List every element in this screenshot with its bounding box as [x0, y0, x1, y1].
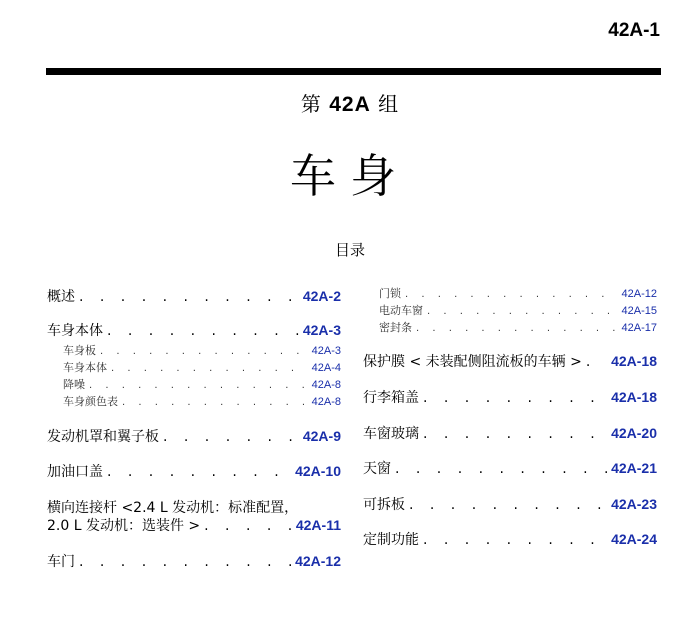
- toc-entry-page[interactable]: 42A-8: [311, 379, 341, 391]
- toc-entry-label: 行李箱盖: [363, 390, 419, 406]
- toc-entry-strut-bar-line1: 横向连接杆 <2.4 L 发动机：标准配置，: [47, 500, 299, 516]
- toc-subentry-power-window[interactable]: [379, 302, 657, 318]
- leader-dots: [107, 323, 299, 339]
- leader-dots: [395, 461, 607, 477]
- page-number: 42A-1: [608, 20, 660, 41]
- toc-subentry-noise-reduction[interactable]: [63, 376, 341, 392]
- toc-entry-page[interactable]: 42A-9: [302, 428, 341, 444]
- toc-entry-label: 加油口盖: [47, 464, 103, 480]
- toc-entry-door[interactable]: [47, 551, 341, 571]
- group-number: 42A: [329, 93, 371, 116]
- leader-dots: [79, 289, 299, 305]
- toc-entry-page[interactable]: 42A-23: [611, 496, 657, 512]
- toc-entry-page[interactable]: 42A-11: [295, 517, 341, 533]
- leader-dots: [427, 306, 618, 317]
- toc-entry-label: 密封条: [379, 321, 412, 334]
- toc-entry-page[interactable]: 42A-18: [611, 389, 657, 405]
- toc-subentry-body-structure[interactable]: [63, 359, 341, 375]
- leader-dots: [107, 464, 291, 480]
- toc-entry-page[interactable]: 42A-3: [311, 345, 341, 357]
- toc-entry-fuel-lid[interactable]: [47, 461, 341, 481]
- group-prefix: 第: [300, 92, 322, 116]
- leader-dots: [409, 497, 607, 513]
- toc-entry-label: 门锁: [379, 287, 401, 300]
- toc-entry-removable-panel[interactable]: [363, 494, 657, 514]
- group-title: [0, 88, 700, 117]
- group-suffix: 组: [378, 92, 400, 116]
- toc-entry-label: 发动机罩和翼子板: [47, 429, 159, 445]
- toc-entry-page[interactable]: 42A-2: [302, 288, 341, 304]
- toc-entry-page[interactable]: 42A-18: [611, 353, 657, 369]
- toc-entry-label: 车门: [47, 554, 75, 570]
- header-rule: [46, 68, 661, 75]
- toc-subentry-body-panel[interactable]: [63, 342, 341, 358]
- page-title: 车身: [290, 149, 410, 203]
- leader-dots: [416, 323, 618, 334]
- toc-entry-label: 2.0 L 发动机：选装件 >: [47, 518, 201, 534]
- toc-subentry-body-color-chart[interactable]: [63, 393, 341, 409]
- toc-entry-page[interactable]: 42A-4: [311, 362, 341, 374]
- toc-subentry-door-lock[interactable]: [379, 285, 657, 301]
- toc-entry-page[interactable]: 42A-3: [302, 322, 341, 338]
- toc-entry-page[interactable]: 42A-17: [621, 322, 657, 334]
- toc-entry-page[interactable]: 42A-21: [611, 460, 657, 476]
- toc-entry-label: 可拆板: [363, 497, 405, 513]
- leader-dots: [122, 397, 308, 408]
- toc-entry-page[interactable]: 42A-15: [621, 305, 657, 317]
- toc-subentry-weatherstrip[interactable]: [379, 319, 657, 335]
- toc-entry-label: 概述: [47, 289, 75, 305]
- toc-entry-label: 保护膜 < 未装配侧阻流板的车辆 >: [363, 354, 582, 370]
- leader-dots: [89, 380, 308, 391]
- toc-entry-page[interactable]: 42A-24: [611, 531, 657, 547]
- toc-entry-label: 车身颜色表: [63, 395, 118, 408]
- toc-entry-trunk-lid[interactable]: [363, 387, 657, 407]
- toc-entry-label: 车身板: [63, 344, 96, 357]
- toc-entry-body[interactable]: [47, 320, 341, 340]
- toc-entry-label: 电动车窗: [379, 304, 423, 317]
- toc-entry-customization[interactable]: [363, 529, 657, 549]
- toc-entry-protective-film[interactable]: [363, 351, 657, 371]
- toc-entry-label: 车身本体: [47, 323, 103, 339]
- toc-entry-label: 定制功能: [363, 532, 419, 548]
- toc-entry-page[interactable]: 42A-8: [311, 396, 341, 408]
- toc-entry-label: 车身本体: [63, 361, 107, 374]
- toc-entry-window-glass[interactable]: [363, 423, 657, 443]
- leader-dots: [204, 518, 292, 534]
- leader-dots: [423, 390, 607, 406]
- toc-heading: 目录: [334, 241, 365, 259]
- leader-dots: [163, 429, 299, 445]
- leader-dots: [405, 289, 618, 300]
- leader-dots: [423, 532, 607, 548]
- toc-entry-label: 降噪: [63, 378, 85, 391]
- toc-entry-sunroof[interactable]: [363, 458, 657, 478]
- leader-dots: [100, 346, 308, 357]
- leader-dots: [586, 354, 607, 370]
- toc-entry-page[interactable]: 42A-20: [611, 425, 657, 441]
- leader-dots: [111, 363, 308, 374]
- toc-entry-page[interactable]: 42A-10: [295, 463, 341, 479]
- toc-entry-page[interactable]: 42A-12: [295, 553, 341, 569]
- toc-entry-page[interactable]: 42A-12: [621, 288, 657, 300]
- leader-dots: [423, 426, 607, 442]
- toc-entry-hood-fender[interactable]: [47, 426, 341, 446]
- toc-entry-label: 车窗玻璃: [363, 426, 419, 442]
- toc-entry-strut-bar[interactable]: [47, 515, 341, 535]
- toc-entry-label: 天窗: [363, 461, 391, 477]
- leader-dots: [79, 554, 291, 570]
- toc-entry-overview[interactable]: [47, 286, 341, 306]
